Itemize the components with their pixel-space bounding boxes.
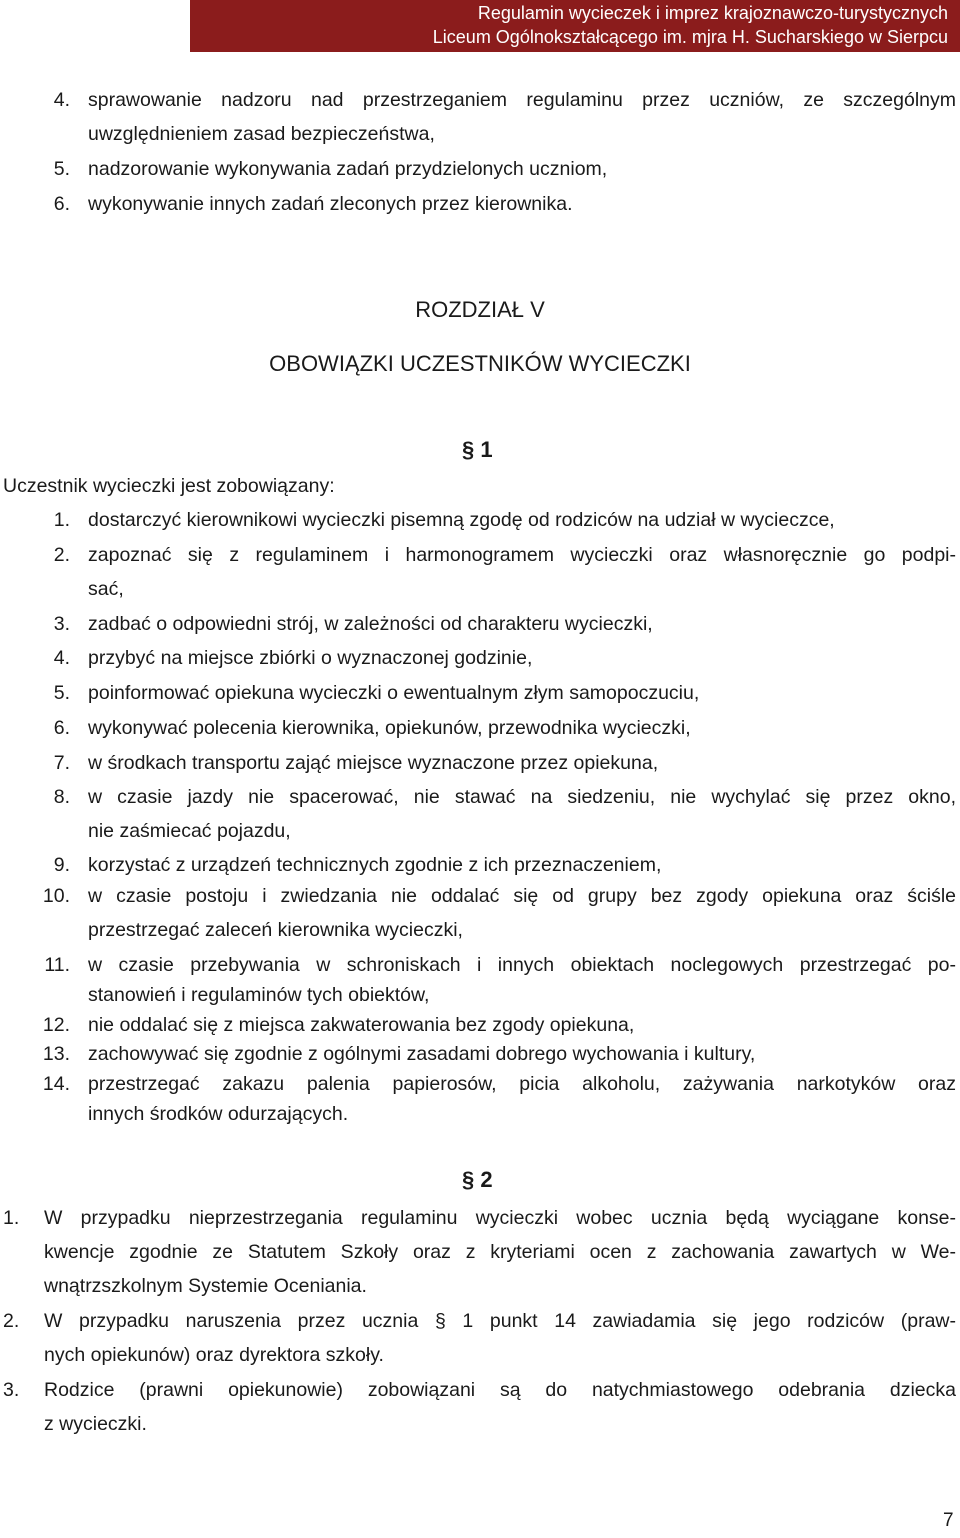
list-number: 5. [53,158,70,180]
list-number: 12. [42,1014,70,1036]
list-number: 2. [53,544,70,566]
section-mark: § 1 [462,437,493,462]
list-item-line: W przypadku naruszenia przez ucznia § 1 punkt 14 zawiadamia się jego rodziców (praw- [44,1310,956,1332]
list-item-line: w środkach transportu zająć miejsce wyznaczone przez opiekuna, [88,752,659,774]
chapter-title: ROZDZIAŁ V [415,297,545,322]
section-mark: § 2 [462,1167,493,1192]
document-header [190,0,960,52]
list-item-line: zapoznać się z regulaminem i harmonogramem wycieczki oraz własnoręcznie go podpi- [88,544,956,566]
list-number: 13. [42,1043,70,1065]
list-item-line: wykonywać polecenia kierownika, opiekunów, przewodnika wycieczki, [88,717,691,739]
list-number: 11. [44,954,70,976]
list-item-line: dostarczyć kierownikowi wycieczki pisemną zgodę od rodziców na udział w wycieczce, [88,509,835,531]
list-number: 8. [53,786,70,808]
list-item-line: z wycieczki. [44,1413,147,1435]
list-item-line: innych środków odurzających. [88,1103,349,1125]
list-item-line: Rodzice (prawni opiekunowie) zobowiązani są do natychmiastowego odebrania dziecka [44,1379,956,1401]
list-number: 7. [53,752,70,774]
list-item-line: w czasie przebywania w schroniskach i innych obiektach noclegowych przestrzegać po- [88,954,956,976]
list-number: 6. [53,193,70,215]
list-number: 1. [53,509,70,531]
list-item-line: zachowywać się zgodnie z ogólnymi zasadami dobrego wychowania i kultury, [88,1043,756,1065]
list-number: 4. [53,647,70,669]
list-item-line: wnątrzszkolnym Systemie Oceniania. [44,1275,367,1297]
list-item-line: nadzorowanie wykonywania zadań przydzielonych uczniom, [88,158,608,180]
list-item-line: sprawowanie nadzoru nad przestrzeganiem regulaminu przez uczniów, ze szczególnym [88,89,956,111]
header-school: Liceum Ogólnokształcącego im. mjra H. Sucharskiego w Sierpcu [432,27,948,47]
list-item-line: przybyć na miejsce zbiórki o wyznaczonej godzinie, [88,647,533,669]
list-item-line: nie oddalać się z miejsca zakwaterowania bez zgody opiekuna, [88,1014,635,1036]
list-item-line: sać, [88,578,124,600]
list-item-line: W przypadku nieprzestrzegania regulaminu wycieczki wobec ucznia będą wyciągane konse- [44,1207,956,1229]
list-number: 5. [53,682,70,704]
page-number: 7 [943,1510,954,1531]
list-item-line: w czasie postoju i zwiedzania nie oddalać się od grupy bez zgody opiekuna oraz ściśle [88,885,956,907]
list-item-line: uwzględnieniem zasad bezpieczeństwa, [88,123,435,145]
list-item-line: nie zaśmiecać pojazdu, [88,820,291,842]
list-number: 14. [42,1073,70,1095]
list-item-line: nych opiekunów) oraz dyrektora szkoły. [44,1344,384,1366]
header-title: Regulamin wycieczek i imprez krajoznawczo-turystycznych [477,3,948,23]
section-intro: Uczestnik wycieczki jest zobowiązany: [3,475,335,497]
list-number: 3. [53,613,70,635]
list-number: 10. [42,885,70,907]
list-item-line: kwencje zgodnie ze Statutem Szkoły oraz z kryteriami ocen z zachowania zawartych w We- [44,1241,956,1263]
list-number: 6. [53,717,70,739]
list-item-line: przestrzegać zaleceń kierownika wycieczki, [88,919,463,941]
list-number: 3. [3,1379,20,1401]
list-item-line: przestrzegać zakazu palenia papierosów, picia alkoholu, zażywania narkotyków oraz [88,1073,956,1095]
list-number: 1. [3,1207,20,1229]
list-number: 4. [53,89,70,111]
list-item-line: wykonywanie innych zadań zleconych przez kierownika. [88,193,573,215]
list-item-line: poinformować opiekuna wycieczki o ewentualnym złym samopoczuciu, [88,682,700,704]
list-number: 2. [3,1310,20,1332]
list-number: 9. [53,854,70,876]
list-item-line: korzystać z urządzeń technicznych zgodnie z ich przeznaczeniem, [88,854,662,876]
list-item-line: stanowień i regulaminów tych obiektów, [88,984,430,1006]
chapter-subtitle: OBOWIĄZKI UCZESTNIKÓW WYCIECZKI [269,351,691,376]
list-item-line: zadbać o odpowiedni strój, w zależności od charakteru wycieczki, [88,613,653,635]
list-item-line: w czasie jazdy nie spacerować, nie stawać na siedzeniu, nie wychylać się przez okno, [88,786,956,808]
